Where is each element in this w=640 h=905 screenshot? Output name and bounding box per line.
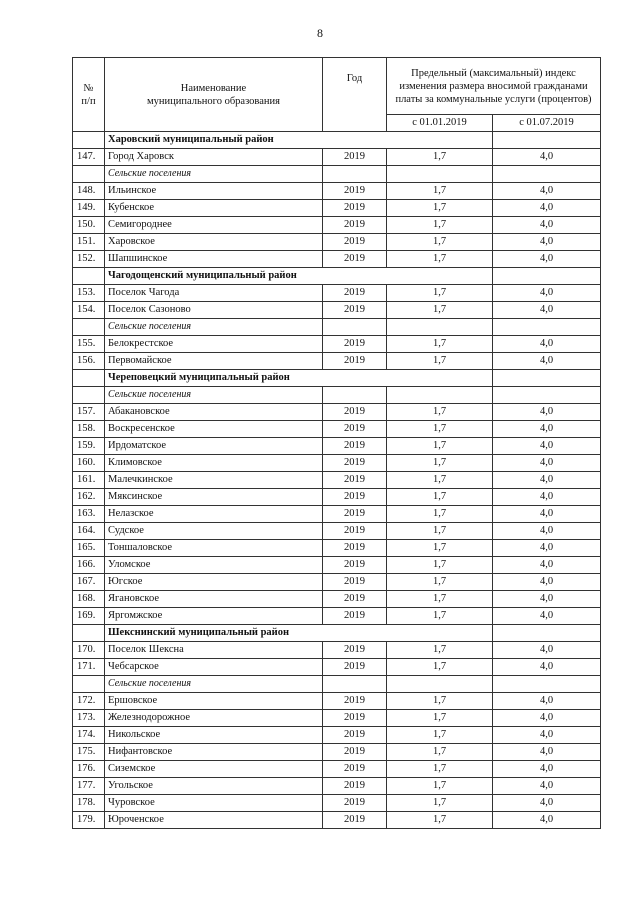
district-name: Чагодощенский муниципальный район [105, 268, 493, 285]
table-row [73, 200, 601, 217]
index-jan: 1,7 [387, 251, 493, 268]
row-number: 176. [73, 761, 105, 778]
row-number: 174. [73, 727, 105, 744]
table-row [73, 285, 601, 302]
municipality-name: Малечкинское [105, 472, 323, 489]
index-jul: 4,0 [493, 404, 601, 421]
row-year-cell [323, 319, 387, 336]
index-jul: 4,0 [493, 778, 601, 795]
table-row [73, 574, 601, 591]
index-jan: 1,7 [387, 183, 493, 200]
index-jan: 1,7 [387, 591, 493, 608]
header-index-label: Предельный (максимальный) индекс изменения размера вносимой гражданами платы за коммунальные услуги (процентов) [395, 67, 592, 105]
index-jul: 4,0 [493, 455, 601, 472]
index-jul: 4,0 [493, 591, 601, 608]
table-row [73, 523, 601, 540]
row-number: 173. [73, 710, 105, 727]
row-year-cell [323, 166, 387, 183]
district-name: Харовский муниципальный район [105, 132, 493, 149]
index-jul: 4,0 [493, 251, 601, 268]
table-row [73, 608, 601, 625]
row-num-cell [73, 370, 105, 387]
table-row [73, 404, 601, 421]
row-number: 155. [73, 336, 105, 353]
index-jan: 1,7 [387, 540, 493, 557]
index-jul: 4,0 [493, 574, 601, 591]
index-jan: 1,7 [387, 149, 493, 166]
table-row [73, 744, 601, 761]
index-jan: 1,7 [387, 744, 493, 761]
table-row [73, 591, 601, 608]
municipality-name: Город Харовск [105, 149, 323, 166]
row-num-cell [73, 625, 105, 642]
district-name: Череповецкий муниципальный район [105, 370, 493, 387]
row-value-cell [493, 387, 601, 404]
index-jan: 1,7 [387, 285, 493, 302]
subsection-name: Сельские поселения [105, 676, 323, 693]
index-jan: 1,7 [387, 404, 493, 421]
index-jul: 4,0 [493, 642, 601, 659]
municipality-name: Нифантовское [105, 744, 323, 761]
municipality-name: Чебсарское [105, 659, 323, 676]
header-date2: с 01.07.2019 [493, 115, 601, 132]
row-number: 165. [73, 540, 105, 557]
row-year: 2019 [323, 812, 387, 829]
subsection-name: Сельские поселения [105, 166, 323, 183]
row-number: 152. [73, 251, 105, 268]
row-number: 153. [73, 285, 105, 302]
municipality-name: Белокрестское [105, 336, 323, 353]
index-jan: 1,7 [387, 812, 493, 829]
index-jan: 1,7 [387, 693, 493, 710]
municipality-name: Поселок Шексна [105, 642, 323, 659]
municipality-name: Югское [105, 574, 323, 591]
index-jan: 1,7 [387, 421, 493, 438]
row-year: 2019 [323, 761, 387, 778]
index-jan: 1,7 [387, 472, 493, 489]
municipality-name: Ершовское [105, 693, 323, 710]
municipality-name: Поселок Чагода [105, 285, 323, 302]
row-value-cell [493, 132, 601, 149]
row-value-cell [493, 625, 601, 642]
index-jan: 1,7 [387, 200, 493, 217]
table-row [73, 455, 601, 472]
index-jul: 4,0 [493, 302, 601, 319]
row-year: 2019 [323, 693, 387, 710]
row-number: 177. [73, 778, 105, 795]
table-row [73, 812, 601, 829]
index-jul: 4,0 [493, 540, 601, 557]
row-year: 2019 [323, 540, 387, 557]
municipality-name: Кубенское [105, 200, 323, 217]
header-num [73, 58, 105, 132]
table-row [73, 761, 601, 778]
municipality-name: Уломское [105, 557, 323, 574]
row-number: 148. [73, 183, 105, 200]
row-number: 171. [73, 659, 105, 676]
row-number: 178. [73, 795, 105, 812]
table-row [73, 540, 601, 557]
row-year: 2019 [323, 557, 387, 574]
header-year-label: Год [346, 73, 363, 84]
row-number: 158. [73, 421, 105, 438]
index-jan: 1,7 [387, 574, 493, 591]
municipality-name: Поселок Сазоново [105, 302, 323, 319]
index-jul: 4,0 [493, 812, 601, 829]
index-jul: 4,0 [493, 523, 601, 540]
table-row [73, 642, 601, 659]
municipality-name: Никольское [105, 727, 323, 744]
index-jul: 4,0 [493, 727, 601, 744]
header-name-label: Наименование муниципального образования [147, 82, 280, 107]
table-body [73, 132, 601, 829]
index-jul: 4,0 [493, 693, 601, 710]
page-number: 8 [317, 26, 323, 40]
row-num-cell [73, 268, 105, 285]
index-jan: 1,7 [387, 336, 493, 353]
index-jul: 4,0 [493, 234, 601, 251]
municipality-name: Чуровское [105, 795, 323, 812]
row-number: 150. [73, 217, 105, 234]
index-jan: 1,7 [387, 710, 493, 727]
index-jul: 4,0 [493, 149, 601, 166]
index-jan: 1,7 [387, 642, 493, 659]
row-number: 161. [73, 472, 105, 489]
row-year: 2019 [323, 489, 387, 506]
header-year [323, 58, 387, 132]
table-row [73, 149, 601, 166]
subsection-name: Сельские поселения [105, 387, 323, 404]
municipality-name: Угольское [105, 778, 323, 795]
municipality-name: Харовское [105, 234, 323, 251]
table-row [73, 234, 601, 251]
index-jan: 1,7 [387, 608, 493, 625]
table-row [73, 421, 601, 438]
index-jan: 1,7 [387, 438, 493, 455]
row-year: 2019 [323, 506, 387, 523]
row-year: 2019 [323, 710, 387, 727]
row-number: 175. [73, 744, 105, 761]
row-year: 2019 [323, 591, 387, 608]
row-number: 157. [73, 404, 105, 421]
row-year: 2019 [323, 285, 387, 302]
row-year: 2019 [323, 183, 387, 200]
row-num-cell [73, 387, 105, 404]
index-jan: 1,7 [387, 455, 493, 472]
row-year: 2019 [323, 778, 387, 795]
row-number: 160. [73, 455, 105, 472]
index-jul: 4,0 [493, 761, 601, 778]
index-jul: 4,0 [493, 795, 601, 812]
subsection-row [73, 166, 601, 183]
header-date1: с 01.01.2019 [387, 115, 493, 132]
municipality-name: Ильинское [105, 183, 323, 200]
row-value-cell [387, 166, 493, 183]
row-number: 169. [73, 608, 105, 625]
index-jul: 4,0 [493, 744, 601, 761]
row-year: 2019 [323, 455, 387, 472]
row-year: 2019 [323, 200, 387, 217]
district-row [73, 625, 601, 642]
index-jan: 1,7 [387, 557, 493, 574]
index-jul: 4,0 [493, 200, 601, 217]
municipality-name: Нелазское [105, 506, 323, 523]
index-jul: 4,0 [493, 353, 601, 370]
table-row [73, 506, 601, 523]
row-value-cell [493, 166, 601, 183]
row-year: 2019 [323, 353, 387, 370]
table-row [73, 710, 601, 727]
row-year: 2019 [323, 404, 387, 421]
index-jul: 4,0 [493, 285, 601, 302]
municipality-name: Шапшинское [105, 251, 323, 268]
table-row [73, 693, 601, 710]
table-row [73, 251, 601, 268]
row-year: 2019 [323, 251, 387, 268]
row-year: 2019 [323, 302, 387, 319]
row-year: 2019 [323, 472, 387, 489]
row-value-cell [493, 676, 601, 693]
district-row [73, 370, 601, 387]
row-year: 2019 [323, 523, 387, 540]
row-number: 147. [73, 149, 105, 166]
index-jan: 1,7 [387, 761, 493, 778]
index-jan: 1,7 [387, 727, 493, 744]
subsection-row [73, 676, 601, 693]
row-number: 164. [73, 523, 105, 540]
municipality-name: Воскресенское [105, 421, 323, 438]
row-year-cell [323, 676, 387, 693]
index-jan: 1,7 [387, 353, 493, 370]
index-jan: 1,7 [387, 506, 493, 523]
row-year-cell [323, 387, 387, 404]
row-year: 2019 [323, 574, 387, 591]
index-jan: 1,7 [387, 302, 493, 319]
municipality-name: Яргомжское [105, 608, 323, 625]
municipality-name: Юроченское [105, 812, 323, 829]
row-num-cell [73, 319, 105, 336]
row-value-cell [493, 370, 601, 387]
index-jul: 4,0 [493, 421, 601, 438]
district-row [73, 132, 601, 149]
index-jan: 1,7 [387, 489, 493, 506]
municipality-name: Ирдоматское [105, 438, 323, 455]
tariff-index-table [72, 57, 601, 829]
index-jul: 4,0 [493, 489, 601, 506]
row-number: 167. [73, 574, 105, 591]
row-value-cell [493, 268, 601, 285]
index-jul: 4,0 [493, 183, 601, 200]
row-number: 156. [73, 353, 105, 370]
row-year: 2019 [323, 421, 387, 438]
row-year: 2019 [323, 744, 387, 761]
index-jul: 4,0 [493, 608, 601, 625]
district-name: Шекснинский муниципальный район [105, 625, 493, 642]
row-number: 151. [73, 234, 105, 251]
index-jan: 1,7 [387, 778, 493, 795]
index-jan: 1,7 [387, 217, 493, 234]
row-year: 2019 [323, 149, 387, 166]
row-num-cell [73, 676, 105, 693]
row-number: 159. [73, 438, 105, 455]
row-year: 2019 [323, 795, 387, 812]
subsection-row [73, 319, 601, 336]
row-number: 172. [73, 693, 105, 710]
table-row [73, 183, 601, 200]
municipality-name: Абакановское [105, 404, 323, 421]
table-row [73, 778, 601, 795]
index-jul: 4,0 [493, 557, 601, 574]
header-name [105, 58, 323, 132]
index-jul: 4,0 [493, 472, 601, 489]
row-value-cell [493, 319, 601, 336]
index-jul: 4,0 [493, 506, 601, 523]
table-row [73, 489, 601, 506]
municipality-name: Ягановское [105, 591, 323, 608]
index-jul: 4,0 [493, 710, 601, 727]
index-jan: 1,7 [387, 523, 493, 540]
table-row [73, 659, 601, 676]
municipality-name: Климовское [105, 455, 323, 472]
row-number: 170. [73, 642, 105, 659]
row-value-cell [387, 319, 493, 336]
table-row [73, 336, 601, 353]
index-jul: 4,0 [493, 659, 601, 676]
header-num-label: № п/п [81, 82, 96, 107]
row-year: 2019 [323, 336, 387, 353]
row-year: 2019 [323, 608, 387, 625]
municipality-name: Сиземское [105, 761, 323, 778]
row-num-cell [73, 132, 105, 149]
row-year: 2019 [323, 642, 387, 659]
index-jul: 4,0 [493, 217, 601, 234]
row-value-cell [387, 387, 493, 404]
subsection-name: Сельские поселения [105, 319, 323, 336]
row-number: 179. [73, 812, 105, 829]
header-index [387, 58, 601, 115]
index-jul: 4,0 [493, 438, 601, 455]
index-jan: 1,7 [387, 234, 493, 251]
row-year: 2019 [323, 217, 387, 234]
row-num-cell [73, 166, 105, 183]
table-row [73, 472, 601, 489]
index-jan: 1,7 [387, 659, 493, 676]
table-row [73, 727, 601, 744]
row-value-cell [387, 676, 493, 693]
index-jul: 4,0 [493, 336, 601, 353]
municipality-name: Тоншаловское [105, 540, 323, 557]
row-number: 166. [73, 557, 105, 574]
subsection-row [73, 387, 601, 404]
row-year: 2019 [323, 727, 387, 744]
district-row [73, 268, 601, 285]
municipality-name: Первомайское [105, 353, 323, 370]
row-number: 163. [73, 506, 105, 523]
table-row [73, 557, 601, 574]
row-year: 2019 [323, 438, 387, 455]
index-jan: 1,7 [387, 795, 493, 812]
municipality-name: Судское [105, 523, 323, 540]
row-number: 149. [73, 200, 105, 217]
table-row [73, 795, 601, 812]
municipality-name: Семигороднее [105, 217, 323, 234]
table-row [73, 438, 601, 455]
row-number: 168. [73, 591, 105, 608]
row-number: 162. [73, 489, 105, 506]
table-row [73, 353, 601, 370]
row-year: 2019 [323, 234, 387, 251]
table-row [73, 302, 601, 319]
table-row [73, 217, 601, 234]
municipality-name: Железнодорожное [105, 710, 323, 727]
row-number: 154. [73, 302, 105, 319]
municipality-name: Мяксинское [105, 489, 323, 506]
row-year: 2019 [323, 659, 387, 676]
